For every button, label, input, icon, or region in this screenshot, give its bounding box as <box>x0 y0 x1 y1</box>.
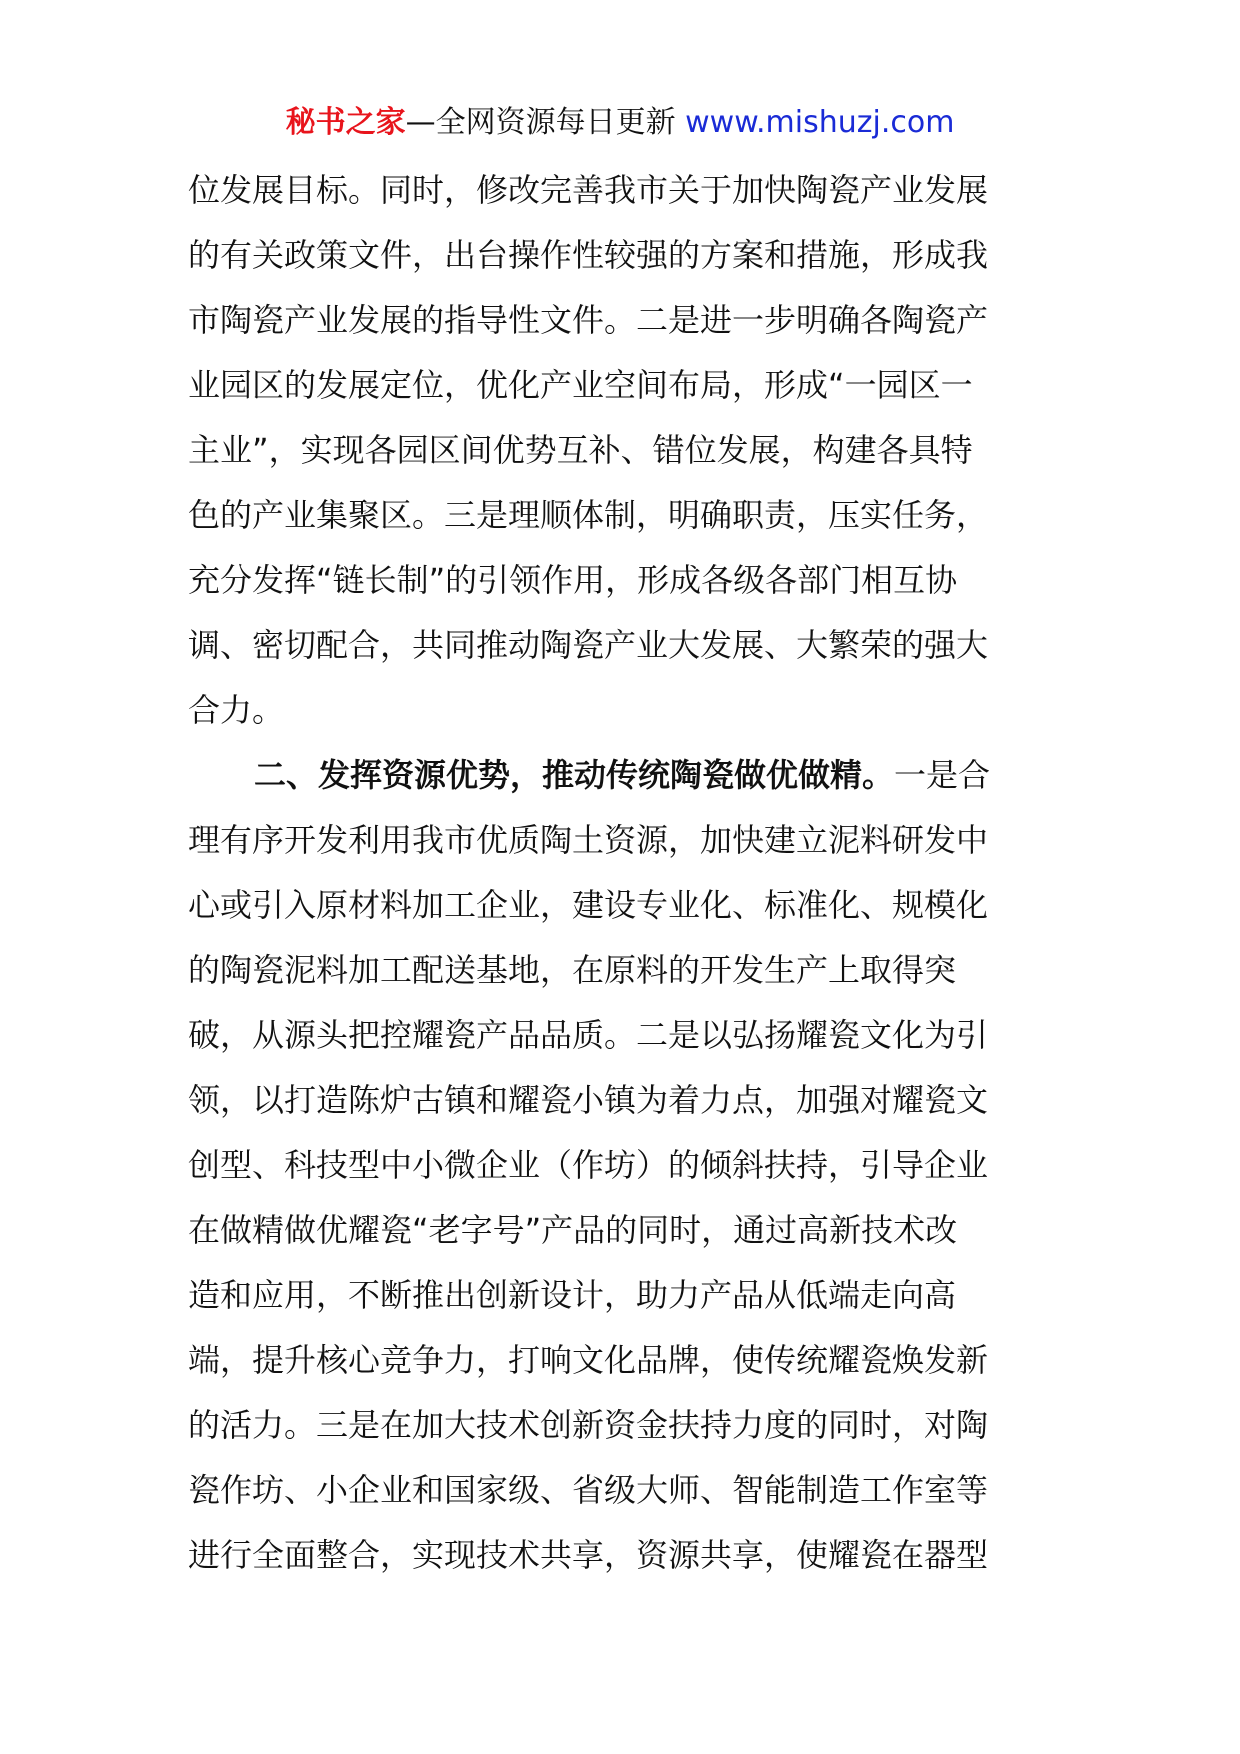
text-line: 市陶瓷产业发展的指导性文件。二是进一步明确各陶瓷产 <box>188 301 989 339</box>
text-fragment: 一是合 <box>894 756 991 794</box>
text-line: 在做精做优耀瓷“老字号”产品的同时，通过高新技术改 <box>188 1211 958 1249</box>
text-line: 进行全面整合，实现技术共享，资源共享，使耀瓷在器型 <box>188 1536 989 1574</box>
text-line: 理有序开发利用我市优质陶土资源，加快建立泥料研发中 <box>188 821 989 859</box>
text-line: 的有关政策文件，出台操作性较强的方案和措施，形成我 <box>188 236 989 274</box>
text-line: 充分发挥“链长制”的引领作用，形成各级各部门相互协 <box>188 561 958 599</box>
brand-name: 秘书之家 <box>285 105 406 140</box>
paragraph-1 <box>188 158 1054 743</box>
text-line: 的陶瓷泥料加工配送基地，在原料的开发生产上取得突 <box>188 951 957 989</box>
text-line: 调、密切配合，共同推动陶瓷产业大发展、大繁荣的强大 <box>188 626 989 664</box>
document-body <box>188 158 1054 1588</box>
text-line: 瓷作坊、小企业和国家级、省级大师、智能制造工作室等 <box>188 1471 989 1509</box>
text-line: 领，以打造陈炉古镇和耀瓷小镇为着力点，加强对耀瓷文 <box>188 1081 989 1119</box>
text-line: 合力。 <box>188 691 285 729</box>
header-tagline: —全网资源每日更新 <box>405 105 686 140</box>
text-line: 色的产业集聚区。三是理顺体制，明确职责，压实任务， <box>188 496 989 534</box>
site-url-link[interactable]: www.mishuzj.com <box>685 105 955 140</box>
section-heading: 二、发挥资源优势，推动传统陶瓷做优做精。 <box>254 756 895 794</box>
text-line: 主业”，实现各园区间优势互补、错位发展，构建各具特 <box>188 431 973 469</box>
text-line: 的活力。三是在加大技术创新资金扶持力度的同时，对陶 <box>188 1406 989 1444</box>
text-line: 业园区的发展定位，优化产业空间布局，形成“一园区一 <box>188 366 973 404</box>
paragraph-2 <box>188 743 1054 1588</box>
paragraph-2-first-line <box>188 743 1054 808</box>
text-line: 端，提升核心竞争力，打响文化品牌，使传统耀瓷焕发新 <box>188 1341 989 1379</box>
text-line: 破，从源头把控耀瓷产品品质。二是以弘扬耀瓷文化为引 <box>188 1016 989 1054</box>
site-header <box>0 100 1240 146</box>
text-line: 位发展目标。同时，修改完善我市关于加快陶瓷产业发展 <box>188 171 989 209</box>
text-line: 造和应用，不断推出创新设计，助力产品从低端走向高 <box>188 1276 957 1314</box>
text-line: 心或引入原材料加工企业，建设专业化、标准化、规模化 <box>188 886 989 924</box>
text-line: 创型、科技型中小微企业（作坊）的倾斜扶持，引导企业 <box>188 1146 989 1184</box>
